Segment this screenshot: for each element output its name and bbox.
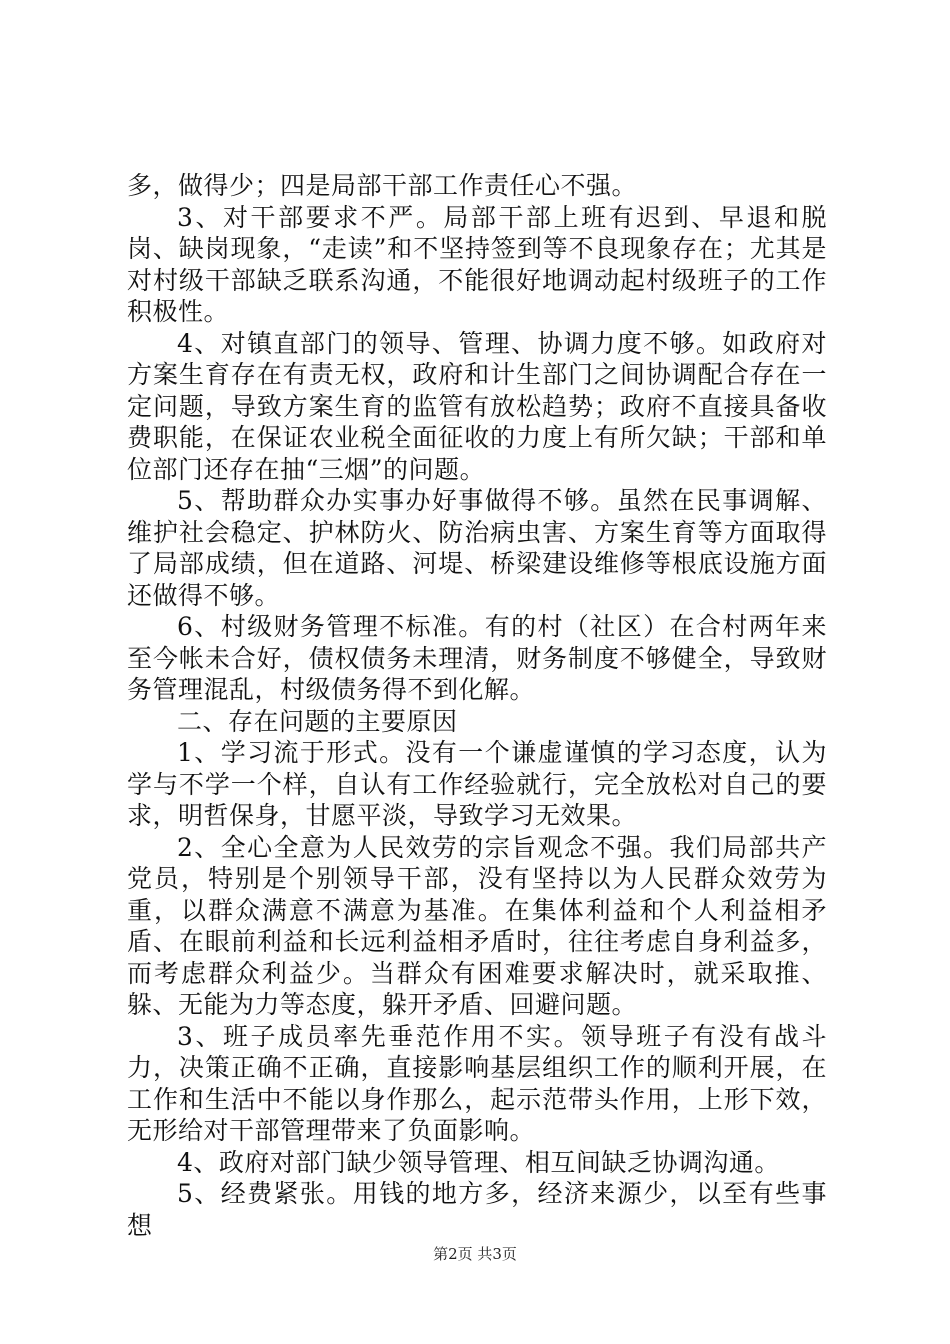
section-heading: 二、存在问题的主要原因 (177, 706, 458, 736)
paragraph-8: 2、全心全意为人民效劳的宗旨观念不强。我们局部共产党员，特别是个别领导干部，没有坚持以为人民群众效劳为重，以群众满意不满意为基准。在集体利益和个人利益相矛盾、在眼前利益和长远利益相矛盾时，往往考虑自身利益多，而考虑群众利益少。当群众有困难要求解决时，就采取推、躲、无能为力等态度，躲开矛盾、回避问题。 (127, 832, 827, 1019)
paragraph-7: 1、学习流于形式。没有一个谦虚谨慎的学习态度，认为学与不学一个样，自认有工作经验就行，完全放松对自己的要求，明哲保身，甘愿平淡，导致学习无效果。 (127, 738, 827, 830)
paragraph-4: 5、帮助群众办实事办好事做得不够。虽然在民事调解、维护社会稳定、护林防火、防治病虫害、方案生育等方面取得了局部成绩，但在道路、河堤、桥梁建设维修等根底设施方面还做得不够。 (127, 486, 827, 610)
paragraph-3: 4、对镇直部门的领导、管理、协调力度不够。如政府对方案生育存在有责无权，政府和计生部门之间协调配合存在一定问题，导致方案生育的监管有放松趋势；政府不直接具备收费职能，在保证农业税全面征收的力度上有所欠缺；干部和单位部门还存在抽“三烟”的问题。 (127, 328, 827, 484)
paragraph-1: 多，做得少；四是局部干部工作责任心不强。 (127, 171, 638, 200)
paragraph-11: 5、经费紧张。用钱的地方多，经济来源少，以至有些事想 (127, 1179, 827, 1240)
paragraph-10: 4、政府对部门缺少领导管理、相互间缺乏协调沟通。 (177, 1147, 780, 1177)
paragraph-9: 3、班子成员率先垂范作用不实。领导班子有没有战斗力，决策正确不正确，直接影响基层组织工作的顺利开展，在工作和生活中不能以身作那么，起示范带头作用，上形下效，无形给对干部管理带来了负面影响。 (127, 1021, 827, 1145)
document-body (127, 170, 827, 1241)
paragraph-5: 6、村级财务管理不标准。有的村（社区）在合村两年来至今帐未合好，债权债务未理清，财务制度不够健全，导致财务管理混乱，村级债务得不到化解。 (127, 612, 827, 704)
paragraph-2: 3、对干部要求不严。局部干部上班有迟到、早退和脱岗、缺岗现象，“走读”和不坚持签到等不良现象存在；尤其是对村级干部缺乏联系沟通，不能很好地调动起村级班子的工作积极性。 (127, 202, 827, 326)
page-footer: 第2页 共3页 (433, 1245, 517, 1263)
